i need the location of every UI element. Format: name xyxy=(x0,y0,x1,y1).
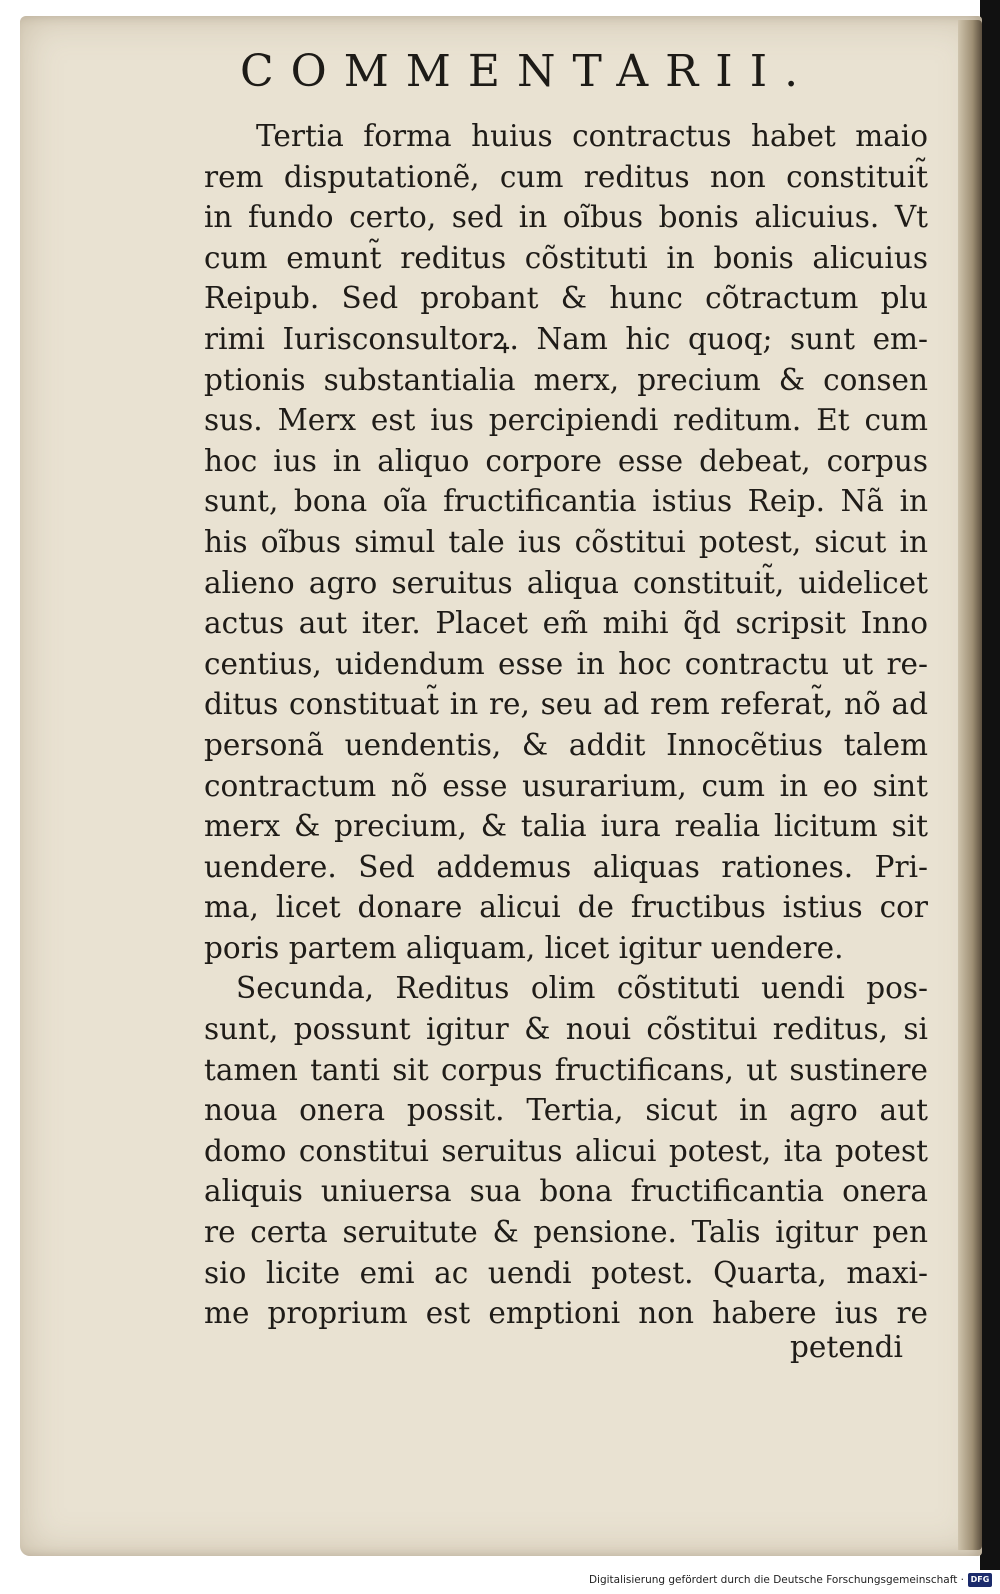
text-line: ptionis substantialia merx, precium & consen xyxy=(204,362,928,397)
page-edge-shadow xyxy=(958,20,982,1550)
text-line: uendere. Sed addemus aliquas rationes. Pri- xyxy=(204,849,928,884)
text-line: me proprium est emptioni non habere ius re xyxy=(204,1296,928,1331)
text-line: noua onera possit. Tertia, sicut in agro aut xyxy=(204,1093,928,1128)
text-line: sunt, bona oĩa fructificantia istius Reip. Nã in xyxy=(204,484,928,519)
text-line: rimi Iurisconsultorꝝ. Nam hic quoq; sunt em- xyxy=(204,321,928,356)
text-line: hoc ius in aliquo corpore esse debeat, corpus xyxy=(204,443,928,478)
text-line: aliquis uniuersa sua bona fructificantia onera xyxy=(204,1174,928,1209)
text-line: rem disputationẽ, cum reditus non constituit̃ xyxy=(204,159,928,194)
text-line: tamen tanti sit corpus fructificans, ut sustinere xyxy=(204,1052,928,1087)
text-line: sunt, possunt igitur & noui cõstitui reditus, si xyxy=(204,1012,928,1047)
text-line: contractum nõ esse usurarium, cum in eo sint xyxy=(204,768,928,803)
running-head: COMMENTARII. xyxy=(240,46,816,97)
text-line: poris partem aliquam, licet igitur uendere. xyxy=(204,930,844,965)
dfg-logo-icon: DFG xyxy=(968,1573,992,1587)
text-line: Tertia forma huius contractus habet maio xyxy=(256,119,928,153)
text-line: his oĩbus simul tale ius cõstitui potest, sicut in xyxy=(204,524,928,559)
text-line: Secunda, Reditus olim cõstituti uendi pos- xyxy=(236,971,928,1006)
text-line: re certa seruitute & pensione. Talis igitur pen xyxy=(204,1215,928,1250)
text-line: personã uendentis, & addit Innocẽtius talem xyxy=(204,727,928,762)
text-line: cum emunt̃ reditus cõstituti in bonis alicuius xyxy=(204,240,928,275)
funding-credit: Digitalisierung gefördert durch die Deutsche Forschungsgemeinschaft · xyxy=(588,1574,964,1586)
text-line: actus aut iter. Placet em̃ mihi q̃d scripsit Inno xyxy=(204,606,928,641)
catchword: petendi xyxy=(790,1330,903,1364)
text-line: ditus constituat̃ in re, seu ad rem referat̃, nõ ad xyxy=(204,687,928,722)
text-line: alieno agro seruitus aliqua constituit̃, uidelicet xyxy=(204,565,928,600)
text-line: centius, uidendum esse in hoc contractu ut re- xyxy=(204,646,928,681)
footer-bar xyxy=(0,1570,1000,1594)
text-line: Reipub. Sed probant & hunc cõtractum plu xyxy=(204,281,928,316)
text-line: ma, licet donare alicui de fructibus istius cor xyxy=(204,890,928,925)
text-line: domo constitui seruitus alicui potest, ita potest xyxy=(204,1133,928,1168)
scan-background-edge xyxy=(980,0,1000,1570)
text-line: sio licite emi ac uendi potest. Quarta, maxi- xyxy=(204,1255,928,1290)
body-text xyxy=(204,116,928,1334)
text-line: merx & precium, & talia iura realia licitum sit xyxy=(204,809,928,844)
text-line: sus. Merx est ius percipiendi reditum. Et cum xyxy=(204,403,928,438)
text-line: in fundo certo, sed in oĩbus bonis alicuius. Vt xyxy=(204,200,928,235)
